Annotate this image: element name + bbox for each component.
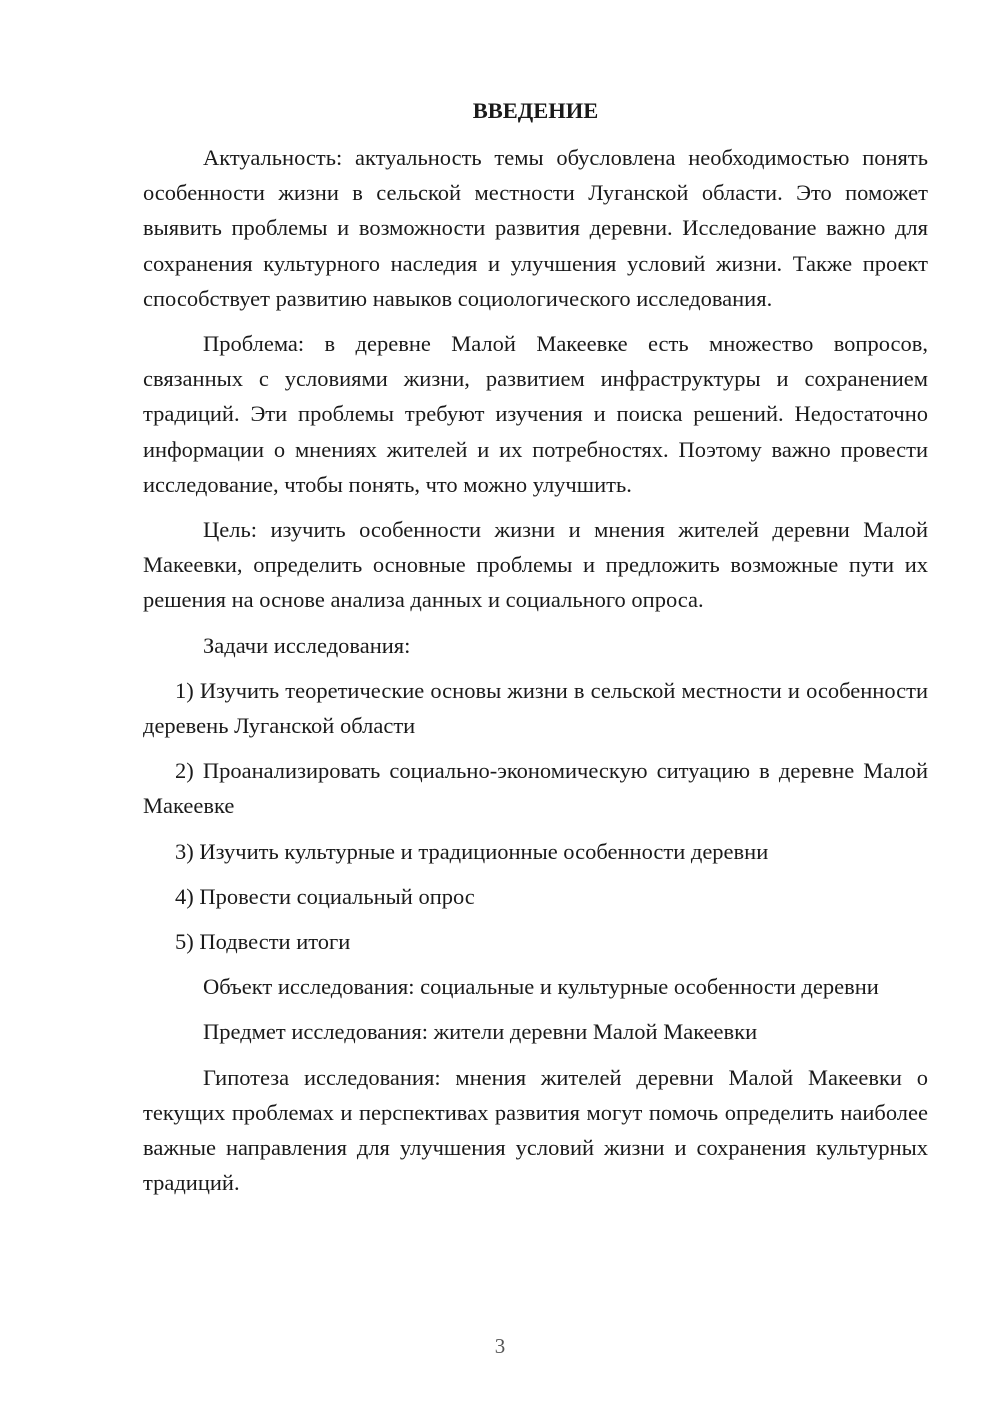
paragraph-goal: Цель: изучить особенности жизни и мнения жителей деревни Малой Макеевки, определить основные проблемы и предложить возможные пути их решения на основе анализа данных и социального опроса. (143, 517, 928, 613)
task-item-5: 5) Подвести итоги (175, 929, 351, 955)
paragraph-tasks-heading: Задачи исследования: (203, 632, 411, 658)
task-item-3: 3) Изучить культурные и традиционные особенности деревни (175, 838, 769, 864)
page-number: 3 (494, 1334, 506, 1358)
paragraph-problem: Проблема: в деревне Малой Макеевке есть множество вопросов, связанных с условиями жизни, развитием инфраструктуры и сохранением традиций. Эти проблемы требуют изучения и поиска решений. Недостаточно информации о мнениях жителей и их потребностях. Поэтому важно провести исследование, чтобы понять, что можно улучшить. (143, 331, 928, 497)
paragraph-subject: Предмет исследования: жители деревни Малой Макеевки (203, 1019, 758, 1045)
paragraph-object: Объект исследования: социальные и культурные особенности деревни (203, 974, 879, 1000)
section-title: ВВЕДЕНИЕ (472, 98, 599, 123)
task-item-2: 2) Проанализировать социально-экономическую ситуацию в деревне Малой Макеевке (143, 758, 928, 819)
task-item-1: 1) Изучить теоретические основы жизни в сельской местности и особенности деревень Луганской области (143, 677, 928, 739)
task-item-4: 4) Провести социальный опрос (175, 883, 475, 909)
paragraph-relevance: Актуальность: актуальность темы обусловлена необходимостью понять особенности жизни в сельской местности Луганской области. Это поможет выявить проблемы и возможности развития деревни. Исследование важно для сохранения культурного наследия и улучшения условий жизни. Также проект способствует развитию навыков социологического исследования. (143, 145, 928, 311)
document-page (143, 92, 928, 1210)
paragraph-hypothesis: Гипотеза исследования: мнения жителей деревни Малой Макеевки о текущих проблемах и перспективах развития могут помочь определить наиболее важные направления для улучшения условий жизни и сохранения культурных традиций. (143, 1064, 928, 1196)
